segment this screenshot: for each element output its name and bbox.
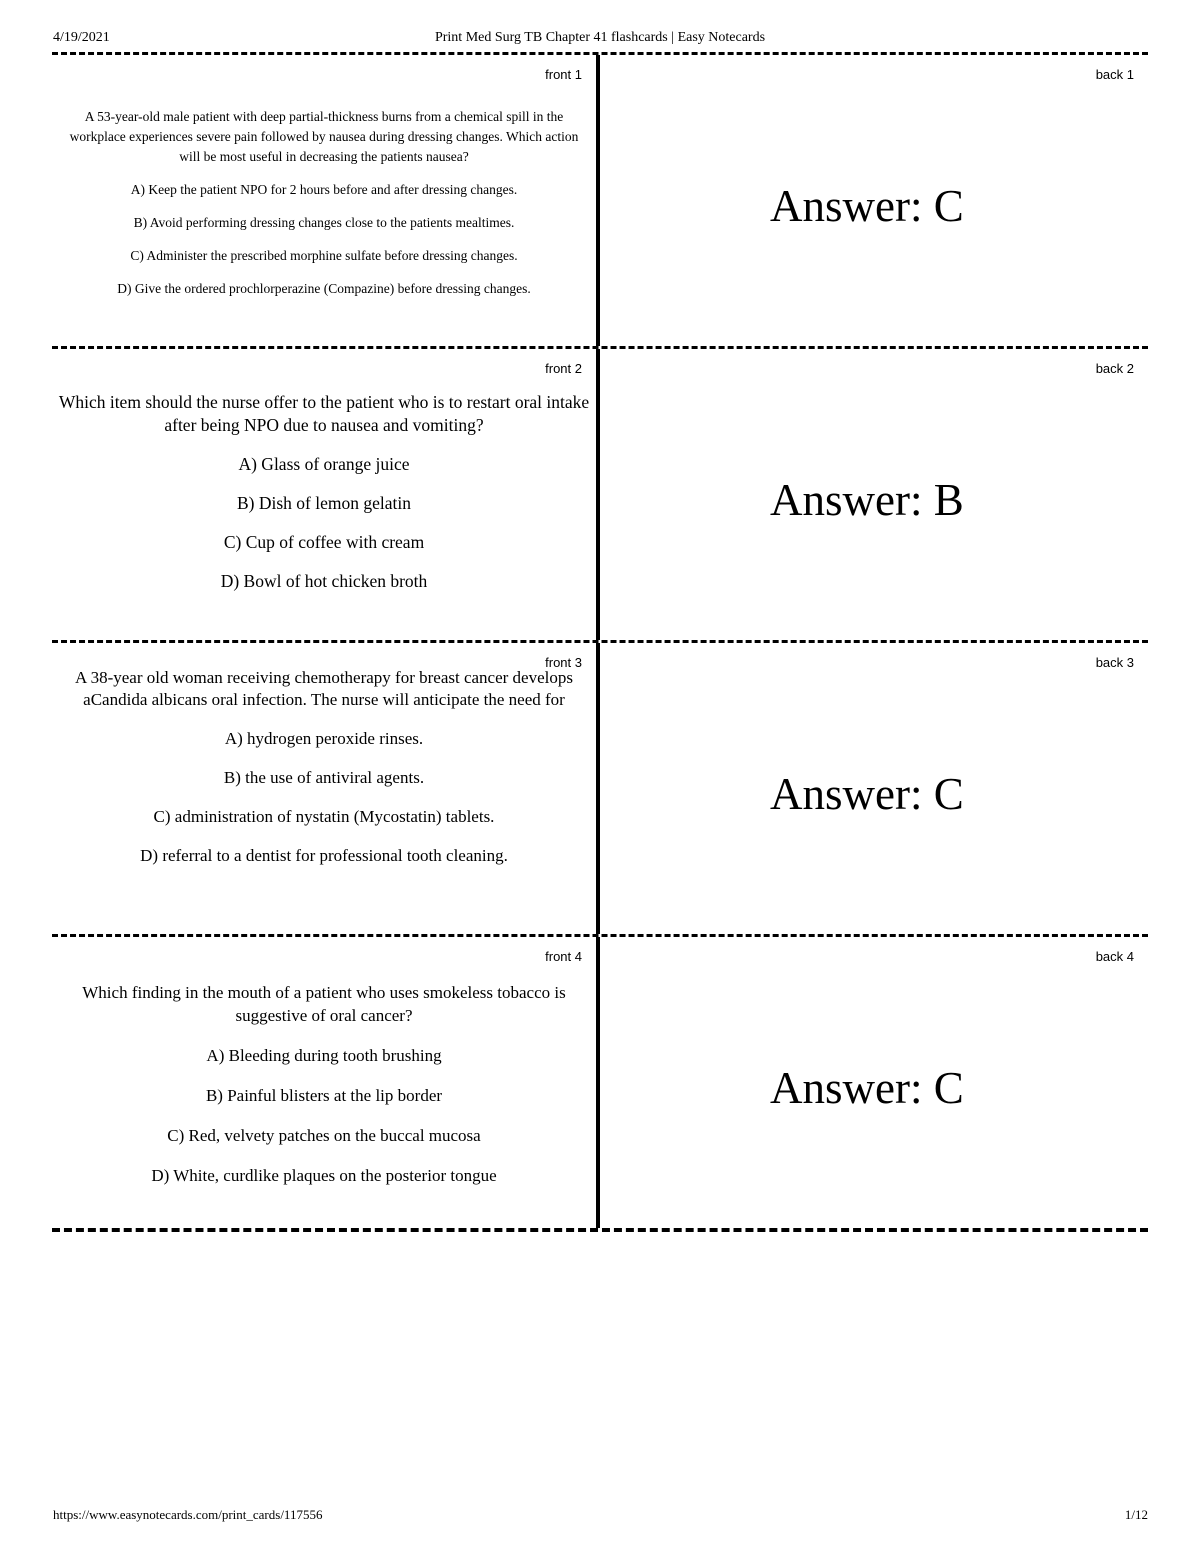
flashcard-row-4 — [52, 937, 1148, 1228]
question-block — [52, 107, 596, 299]
option-d: D) White, curdlike plaques on the posterior tongue — [151, 1166, 497, 1185]
answer-text: Answer: B — [770, 475, 964, 525]
option-d: D) Bowl of hot chicken broth — [220, 571, 428, 591]
back-label: back 2 — [1095, 361, 1134, 376]
question-block — [52, 667, 596, 867]
front-label: front 3 — [545, 655, 582, 670]
print-date: 4/19/2021 — [53, 30, 110, 45]
card-back — [600, 349, 1148, 640]
answer-text: Answer: C — [770, 181, 964, 231]
footer-url: https://www.easynotecards.com/print_cards/117556 — [53, 1507, 323, 1522]
flashcard-row-1 — [52, 55, 1148, 346]
card-back — [600, 937, 1148, 1228]
question-block — [52, 391, 596, 593]
option-c: C) administration of nystatin (Mycostatin) tablets. — [153, 807, 495, 826]
flashcard-row-2 — [52, 349, 1148, 640]
front-label: front 2 — [545, 361, 582, 376]
card-front — [52, 937, 600, 1228]
option-a: A) Keep the patient NPO for 2 hours before and after dressing changes. — [130, 182, 518, 197]
question-text: Which item should the nurse offer to the patient who is to restart oral intake after being NPO due to nausea and vomiting? — [58, 392, 590, 435]
option-b: B) Avoid performing dressing changes close to the patients mealtimes. — [133, 215, 515, 230]
option-a: A) Bleeding during tooth brushing — [206, 1046, 442, 1065]
card-back — [600, 643, 1148, 934]
cut-line — [52, 1228, 1148, 1232]
card-back — [600, 55, 1148, 346]
back-label: back 1 — [1095, 67, 1134, 82]
option-b: B) the use of antiviral agents. — [223, 768, 425, 787]
question-text: A 53-year-old male patient with deep partial-thickness burns from a chemical spill in the workplace experiences severe pain followed by nausea during dressing changes. Which action will be most useful in decreasing the patients nausea? — [69, 109, 579, 164]
page-number: 1/12 — [1124, 1507, 1148, 1522]
card-front — [52, 643, 600, 934]
card-front — [52, 55, 600, 346]
answer-text: Answer: C — [770, 769, 964, 819]
flashcard-sheet — [52, 52, 1148, 1232]
question-text: Which finding in the mouth of a patient who uses smokeless tobacco is suggestive of oral cancer? — [82, 983, 566, 1025]
option-b: B) Dish of lemon gelatin — [236, 493, 411, 513]
front-label: front 1 — [545, 67, 582, 82]
card-front — [52, 349, 600, 640]
question-text: A 38-year old woman receiving chemotherapy for breast cancer develops aCandida albicans oral infection. The nurse will anticipate the need for — [75, 668, 573, 709]
back-label: back 3 — [1095, 655, 1134, 670]
page-title: Print Med Surg TB Chapter 41 flashcards | Easy Notecards — [434, 30, 766, 45]
option-a: A) hydrogen peroxide rinses. — [224, 729, 424, 748]
option-c: C) Cup of coffee with cream — [223, 532, 425, 552]
option-d: D) referral to a dentist for professional tooth cleaning. — [140, 846, 508, 865]
option-c: C) Administer the prescribed morphine sulfate before dressing changes. — [130, 248, 518, 263]
question-block — [52, 981, 596, 1187]
option-d: D) Give the ordered prochlorperazine (Compazine) before dressing changes. — [117, 281, 531, 296]
option-c: C) Red, velvety patches on the buccal mucosa — [167, 1126, 481, 1145]
option-a: A) Glass of orange juice — [238, 454, 410, 474]
flashcard-row-3 — [52, 643, 1148, 934]
front-label: front 4 — [545, 949, 582, 964]
back-label: back 4 — [1095, 949, 1134, 964]
answer-text: Answer: C — [770, 1063, 964, 1113]
option-b: B) Painful blisters at the lip border — [205, 1086, 443, 1105]
